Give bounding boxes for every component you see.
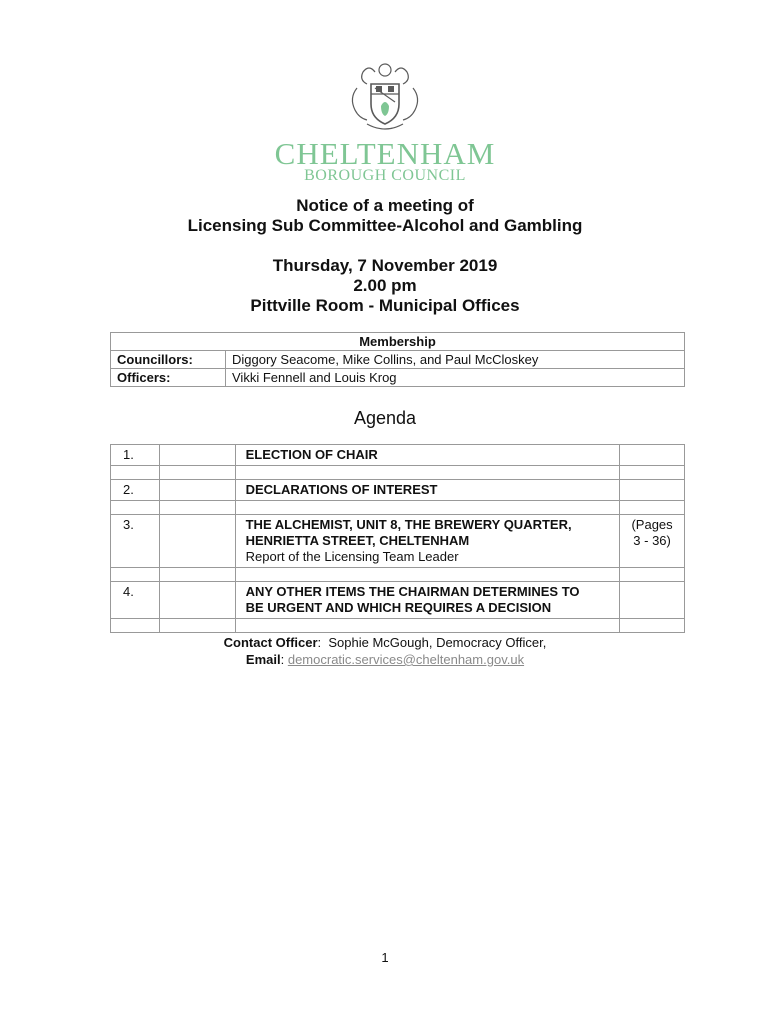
membership-row bbox=[111, 351, 685, 369]
contact-officer-value: Sophie McGough, Democracy Officer, bbox=[328, 635, 547, 650]
meeting-date: Thursday, 7 November 2019 bbox=[272, 256, 498, 275]
agenda-item-subtitle: Report of the Licensing Team Leader bbox=[245, 549, 459, 564]
agenda-pages: (Pages 3 - 36) bbox=[620, 515, 685, 568]
membership-heading: Membership bbox=[111, 333, 685, 351]
agenda-row bbox=[111, 480, 685, 501]
meeting-details bbox=[0, 256, 770, 316]
membership-label: Officers: bbox=[111, 369, 226, 387]
membership-row bbox=[111, 369, 685, 387]
agenda-number: 2. bbox=[111, 480, 160, 501]
agenda-item-title: DECLARATIONS OF INTEREST bbox=[245, 482, 438, 497]
coat-of-arms-icon bbox=[345, 58, 425, 138]
email-link[interactable]: democratic.services@cheltenham.gov.uk bbox=[287, 652, 525, 667]
agenda-table bbox=[110, 444, 685, 633]
agenda-pages bbox=[620, 445, 685, 466]
membership-table bbox=[110, 332, 685, 387]
agenda-pages bbox=[620, 480, 685, 501]
membership-value: Diggory Seacome, Mike Collins, and Paul McCloskey bbox=[226, 351, 685, 369]
agenda-pages bbox=[620, 582, 685, 619]
meeting-venue: Pittville Room - Municipal Offices bbox=[250, 296, 520, 315]
page-number: 1 bbox=[381, 950, 389, 965]
agenda-row bbox=[111, 515, 685, 568]
agenda-item-title: ELECTION OF CHAIR bbox=[245, 447, 378, 462]
contact-officer-label: Contact Officer bbox=[223, 635, 318, 650]
agenda-row bbox=[111, 445, 685, 466]
agenda-item-title-line-2: HENRIETTA STREET, CHELTENHAM bbox=[245, 533, 470, 548]
meeting-time: 2.00 pm bbox=[353, 276, 417, 295]
notice-heading bbox=[0, 196, 770, 236]
agenda-item-title-line-2: BE URGENT AND WHICH REQUIRES A DECISION bbox=[245, 600, 552, 615]
membership-label: Councillors: bbox=[111, 351, 226, 369]
notice-line-1: Notice of a meeting of bbox=[296, 196, 474, 215]
contact-info: Contact Officer: Sophie McGough, Democracy Officer, Email: democratic.services@cheltenham.gov.uk bbox=[223, 635, 547, 667]
email-label: Email bbox=[245, 652, 281, 667]
agenda-item-title: ANY OTHER ITEMS THE CHAIRMAN DETERMINES TO bbox=[245, 584, 580, 599]
agenda-row bbox=[111, 582, 685, 619]
council-subtitle: BOROUGH COUNCIL bbox=[304, 167, 466, 184]
agenda-number: 4. bbox=[111, 582, 160, 619]
council-name: CHELTENHAM bbox=[274, 136, 496, 171]
agenda-number: 3. bbox=[111, 515, 160, 568]
notice-line-2: Licensing Sub Committee-Alcohol and Gambling bbox=[187, 216, 583, 235]
agenda-item-title: THE ALCHEMIST, UNIT 8, THE BREWERY QUARTER, bbox=[245, 517, 572, 532]
agenda-number: 1. bbox=[111, 445, 160, 466]
agenda-title: Agenda bbox=[353, 408, 417, 428]
membership-value: Vikki Fennell and Louis Krog bbox=[226, 369, 685, 387]
